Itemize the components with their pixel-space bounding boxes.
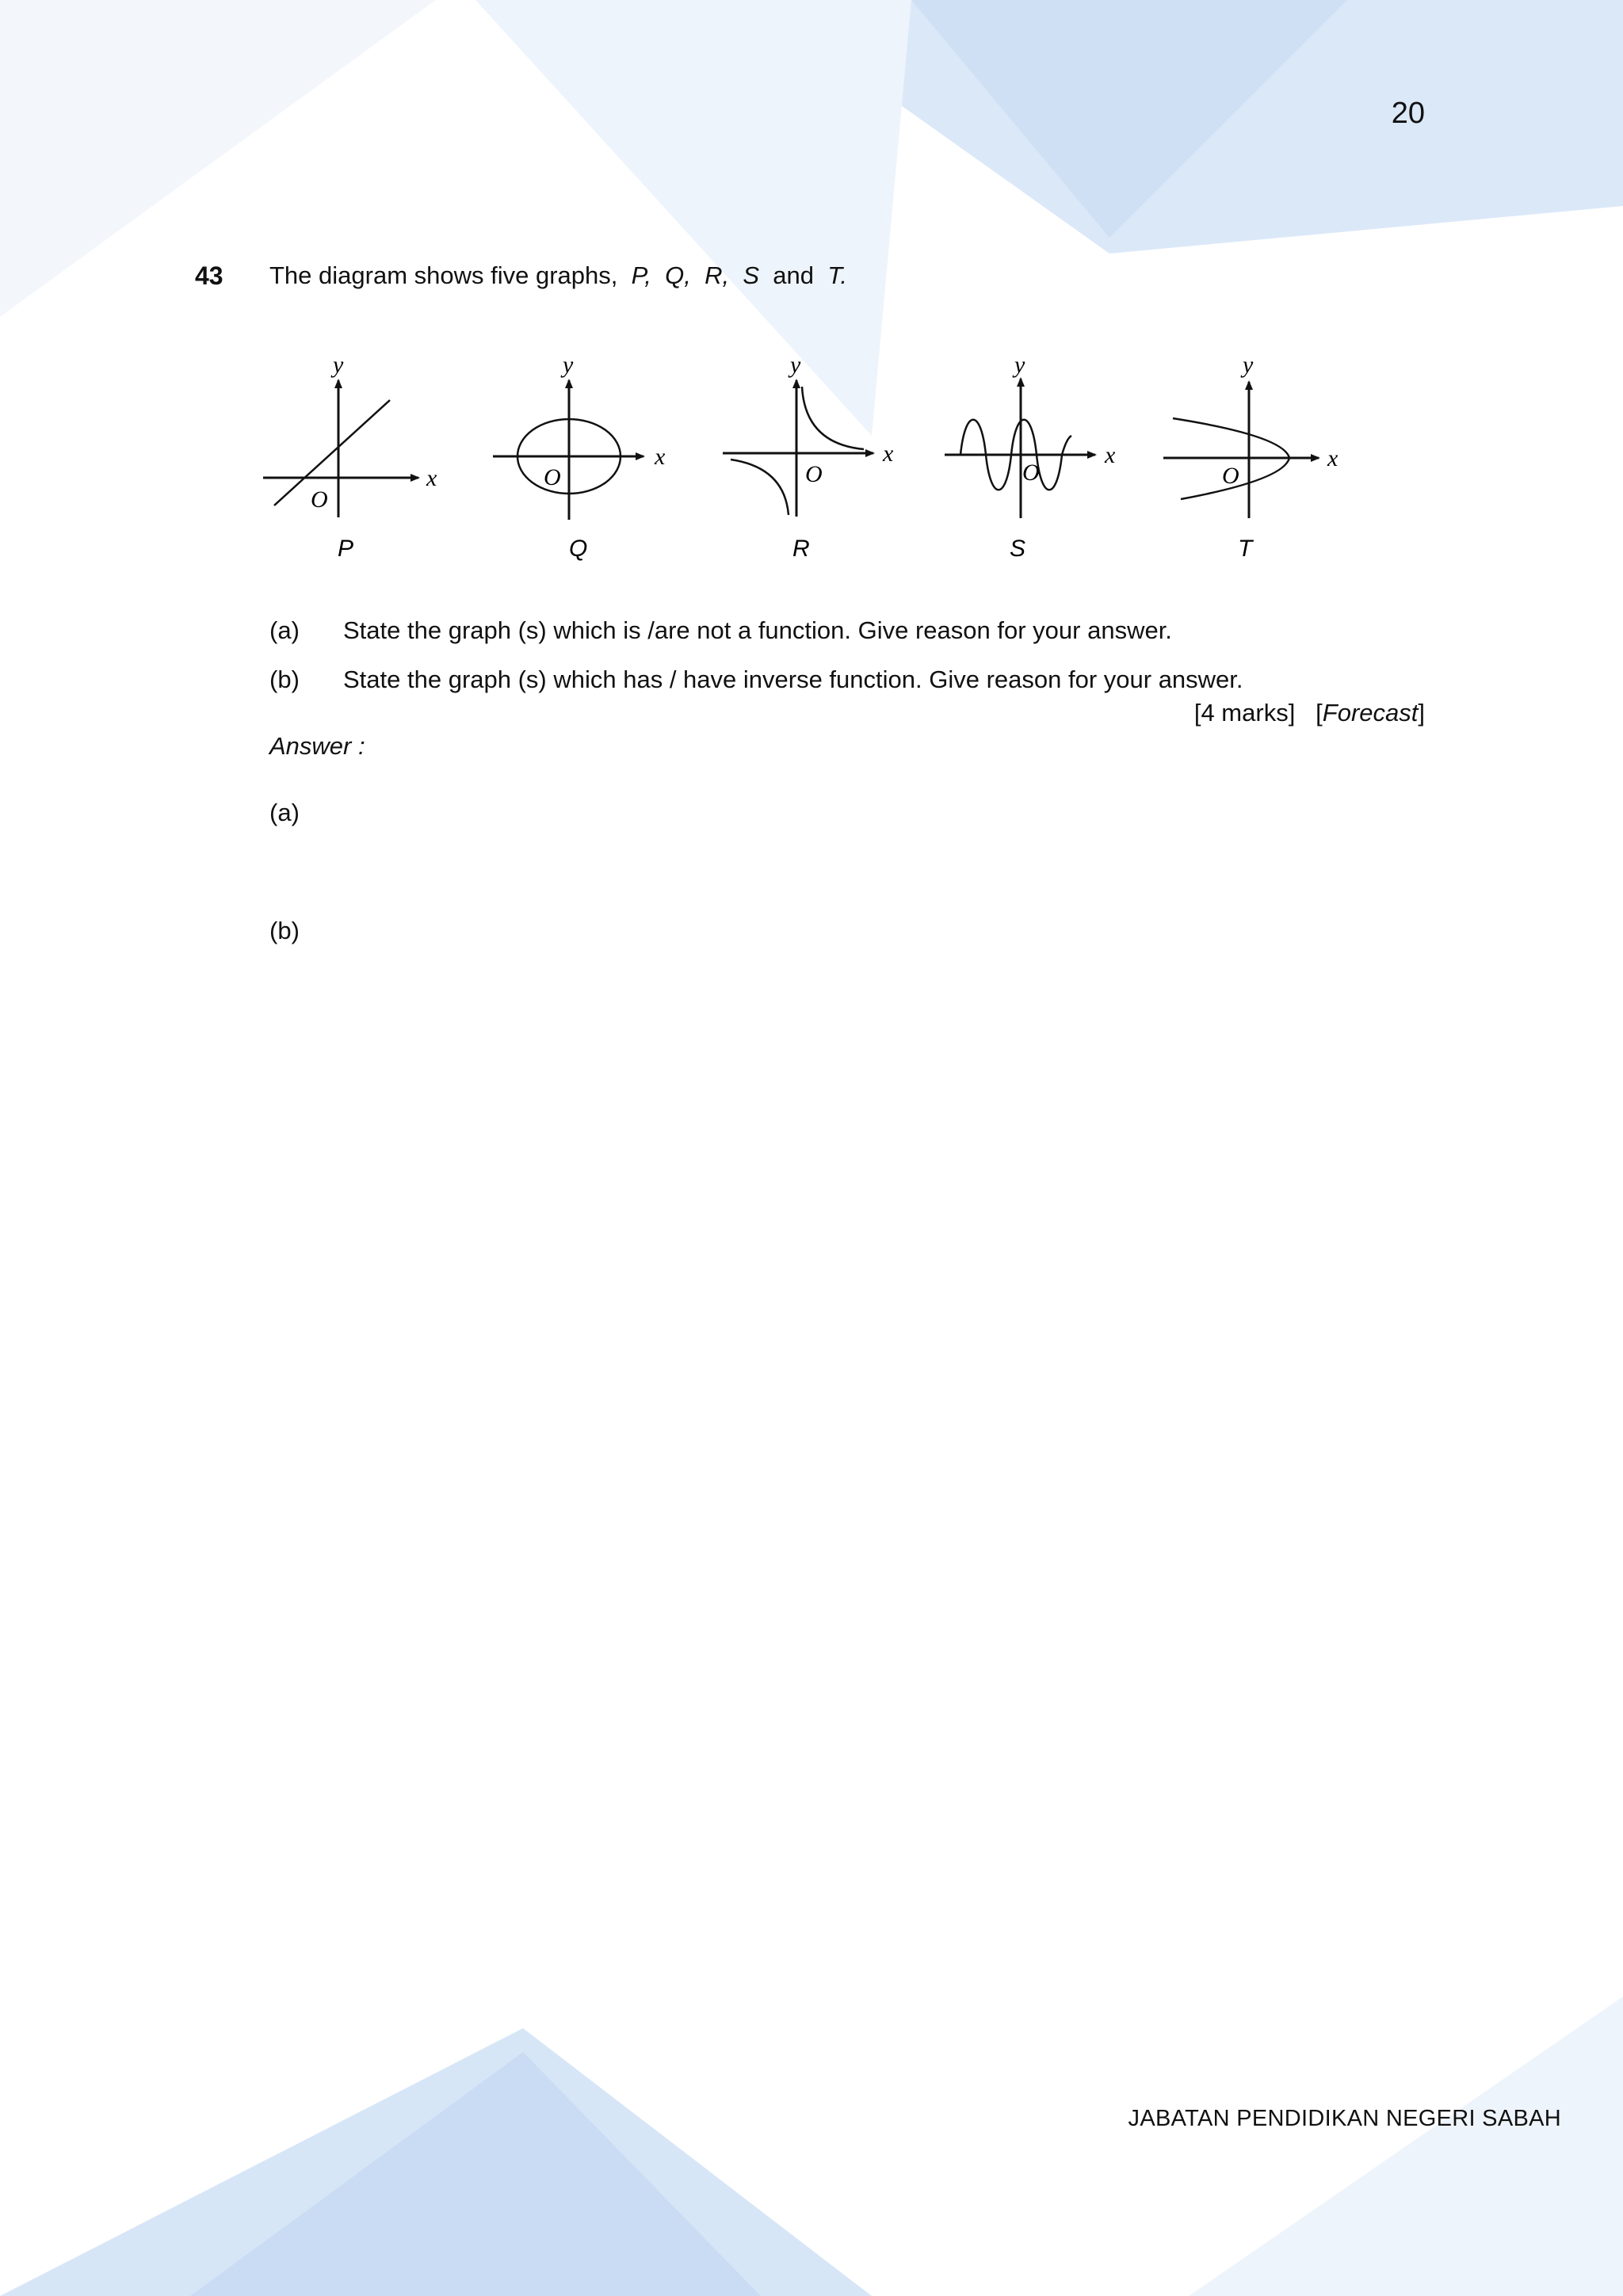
part-b-text: State the graph (s) which has / have inverse function. Give reason for your answer.	[343, 666, 1243, 693]
graph-name-t: T.	[827, 261, 847, 289]
graph-q-y-label: y	[563, 352, 574, 378]
graph-r	[723, 352, 894, 562]
answer-part-a-label: (a)	[269, 799, 300, 826]
graph-q-origin: O	[544, 464, 561, 490]
stem-prefix: The diagram shows five graphs,	[269, 261, 618, 289]
page-number: 20	[1391, 97, 1425, 130]
graph-r-origin: O	[805, 461, 823, 487]
graph-name-s: S	[743, 261, 760, 289]
graph-p-x-label: x	[426, 465, 437, 491]
graph-q-x-label: x	[655, 444, 666, 470]
graph-t-y-label: y	[1243, 352, 1254, 378]
graph-q-caption: Q	[569, 536, 588, 562]
graph-p-caption: P	[338, 536, 354, 562]
graph-p-origin: O	[311, 486, 328, 513]
graph-t-x-label: x	[1327, 445, 1338, 471]
graph-q	[493, 352, 666, 562]
graph-t	[1163, 352, 1338, 562]
answer-part-b-label: (b)	[269, 917, 300, 944]
marks-allocation: [4 marks] [Forecast]	[1193, 699, 1425, 727]
graph-r-x-label: x	[883, 441, 894, 467]
part-a-label: (a)	[269, 616, 300, 644]
stem-and: and	[773, 261, 814, 289]
graph-name-q: Q,	[665, 261, 691, 289]
graph-t-origin: O	[1222, 463, 1239, 489]
graph-r-y-label: y	[790, 352, 801, 378]
graph-s-caption: S	[1010, 536, 1026, 562]
question-stem	[269, 261, 847, 290]
graph-s-origin: O	[1022, 460, 1040, 486]
graph-r-curve-lower	[731, 460, 789, 515]
graph-t-caption: T	[1238, 536, 1253, 562]
graph-s-y-label: y	[1014, 352, 1025, 378]
graph-r-curve-upper	[802, 387, 864, 449]
part-b-label: (b)	[269, 666, 300, 693]
graph-s	[945, 352, 1116, 562]
part-a-text: State the graph (s) which is /are not a function. Give reason for your answer.	[343, 616, 1172, 644]
graph-s-x-label: x	[1105, 442, 1116, 468]
graph-r-caption: R	[792, 536, 810, 562]
graph-name-r: R,	[705, 261, 730, 289]
graph-p-line	[274, 400, 390, 505]
marks-source: Forecast	[1322, 699, 1419, 727]
graph-p	[263, 352, 437, 562]
marks-text: [4 marks]	[1193, 699, 1296, 727]
graph-name-p: P,	[631, 261, 651, 289]
answer-label: Answer :	[269, 732, 365, 760]
graph-p-y-label: y	[333, 352, 344, 378]
question-number: 43	[195, 261, 223, 290]
footer-organization: JABATAN PENDIDIKAN NEGERI SABAH	[1128, 2106, 1561, 2131]
graphs-figure	[238, 341, 1395, 578]
